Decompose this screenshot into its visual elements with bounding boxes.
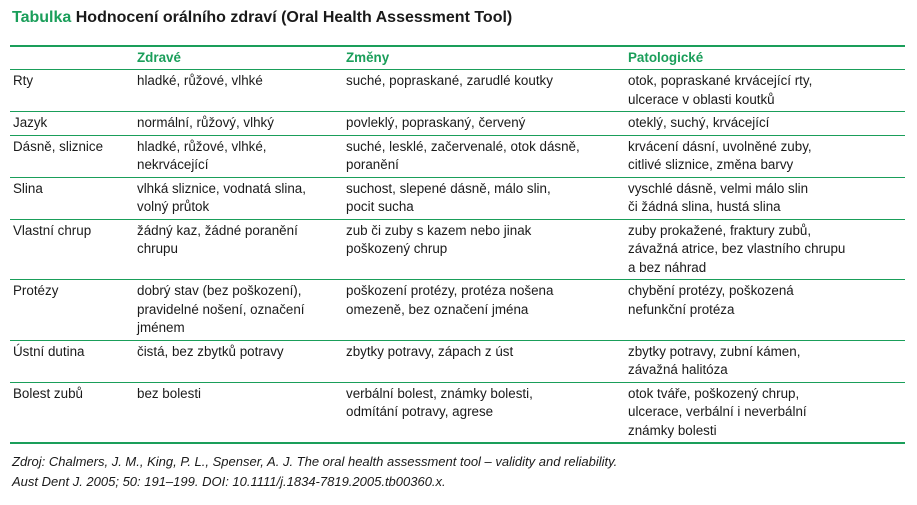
row-category-cell: Bolest zubů [10, 382, 137, 443]
healthy-cell: bez bolesti [137, 382, 346, 443]
pathological-cell: krvácení dásní, uvolněné zuby, citlivé sliznice, změna barvy [628, 135, 905, 177]
table-row [10, 340, 905, 382]
pathological-cell: otok, popraskané krvácející rty, ulcerace v oblasti koutků [628, 70, 905, 112]
healthy-cell: hladké, růžové, vlhké, nekrvácející [137, 135, 346, 177]
row-category-cell: Rty [10, 70, 137, 112]
healthy-cell: vlhká sliznice, vodnatá slina, volný průtok [137, 177, 346, 219]
table-title [12, 9, 512, 27]
changes-cell: verbální bolest, známky bolesti, odmítání potravy, agrese [346, 382, 628, 443]
table-row [10, 177, 905, 219]
header-cell-category [10, 46, 137, 70]
table-header-row [10, 46, 905, 70]
table-body [10, 70, 905, 444]
healthy-cell: čistá, bez zbytků potravy [137, 340, 346, 382]
changes-cell: povleklý, popraskaný, červený [346, 112, 628, 136]
row-category-cell: Slina [10, 177, 137, 219]
row-category-cell: Vlastní chrup [10, 219, 137, 280]
changes-cell: suché, popraskané, zarudlé koutky [346, 70, 628, 112]
row-category-cell: Ústní dutina [10, 340, 137, 382]
changes-cell: poškození protézy, protéza nošena omezeně, bez označení jména [346, 280, 628, 341]
table-row [10, 70, 905, 112]
header-cell-healthy: Zdravé [137, 46, 346, 70]
table-row [10, 280, 905, 341]
header-cell-changes: Změny [346, 46, 628, 70]
changes-cell: zbytky potravy, zápach z úst [346, 340, 628, 382]
changes-cell: suché, lesklé, začervenalé, otok dásně, poranění [346, 135, 628, 177]
pathological-cell: zbytky potravy, zubní kámen, závažná halitóza [628, 340, 905, 382]
header-cell-pathological: Patologické [628, 46, 905, 70]
healthy-cell: normální, růžový, vlhký [137, 112, 346, 136]
changes-cell: suchost, slepené dásně, málo slin, pocit sucha [346, 177, 628, 219]
pathological-cell: vyschlé dásně, velmi málo slin či žádná slina, hustá slina [628, 177, 905, 219]
table-row [10, 135, 905, 177]
pathological-cell: otok tváře, poškozený chrup, ulcerace, verbální i neverbální známky bolesti [628, 382, 905, 443]
table-row [10, 382, 905, 443]
row-category-cell: Dásně, sliznice [10, 135, 137, 177]
pathological-cell: zuby prokažené, fraktury zubů, závažná atrice, bez vlastního chrupu a bez náhrad [628, 219, 905, 280]
pathological-cell: oteklý, suchý, krvácející [628, 112, 905, 136]
healthy-cell: hladké, růžové, vlhké [137, 70, 346, 112]
row-category-cell: Protézy [10, 280, 137, 341]
pathological-cell: chybění protézy, poškozená nefunkční protéza [628, 280, 905, 341]
table-row [10, 112, 905, 136]
oral-health-table [10, 45, 905, 444]
changes-cell: zub či zuby s kazem nebo jinak poškozený chrup [346, 219, 628, 280]
row-category-cell: Jazyk [10, 112, 137, 136]
source-citation: Zdroj: Chalmers, J. M., King, P. L., Spenser, A. J. The oral health assessment tool – validity and reliability. Aust Dent J. 2005; 50: 191–199. DOI: 10.1111/j.1834-7819.2005.tb00360.x. [12, 454, 618, 489]
table-row [10, 219, 905, 280]
healthy-cell: dobrý stav (bez poškození), pravidelné nošení, označení jménem [137, 280, 346, 341]
table-title-text: Hodnocení orálního zdraví (Oral Health Assessment Tool) [75, 9, 513, 26]
healthy-cell: žádný kaz, žádné poranění chrupu [137, 219, 346, 280]
table-title-label: Tabulka [12, 9, 72, 26]
